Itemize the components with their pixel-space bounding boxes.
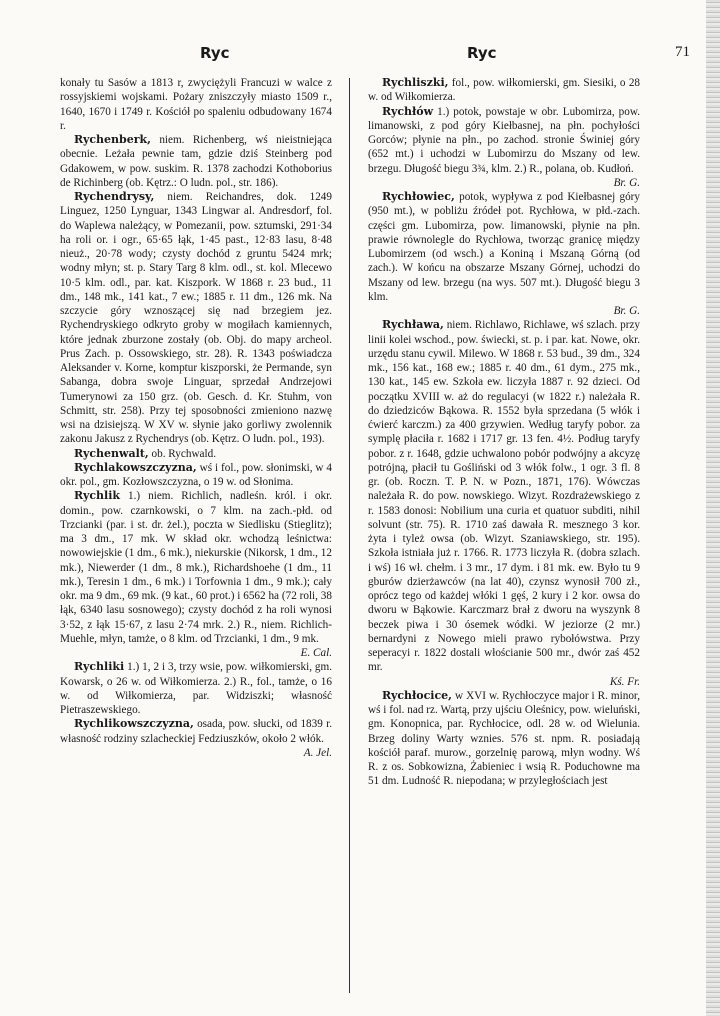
entry-text: 1.) niem. Richlich, nadleśn. król. i okr. domin., pow. czarnkowski, o 7 klm. na zach.-płd. od Trzcianki (par. i st. dr. żel.), poczta w Siedlisku (Stieglitz); ma 3 dm., 17 mk. W skład okr. wchodzą leśnictwa: nowowiejskie (1 dm., 6 mk.), niekurskie (Nikorsk, 1 dm., 12 mk.), Niewerder (1 dm., 8 mk.), Richardshoehe (1 dm., 11 mk.), Teresin 1 dm., 6 mk.) i Torfownia 1 dm., 9 mk.); cały okr. ma 9 dm., 69 mk. (9 kat., 60 prot.) i 6562 ha (72 roli, 38 łąk, 6340 lasu sosnowego); czysty dochód z ha roli wynosi 3·52, z łąk 15·67, z lasu 2·74 mrk. 2.) R., niem. Richlich-Muehle, młyn, tamże, o 8 klm. od Trzcianki, 1 dm., 9 mk. bbox=[60, 490, 332, 645]
entry-headword: Rychliszki, bbox=[382, 76, 449, 89]
entry-text: 1.) 1, 2 i 3, trzy wsie, pow. wiłkomierski, gm. Kowarsk, o 26 w. od Wiłkomierza. 2.) R., fol., tamże, o 16 w. od Wiłkomierza, par. Widziszki; własność Pietraszewskiego. bbox=[60, 661, 332, 716]
entry-author-signature: Br. G. bbox=[613, 305, 640, 317]
running-header bbox=[60, 44, 700, 68]
entry-text: niem. Richlawo, Richlawe, wś szlach. przy linii kolei wschod., pow. świecki, st. p. i par. kat. Nowe, okr. urzędu stanu cywil. Milewo. W 1868 r. 53 bud., 39 dm., 324 mk., 156 kat., 168 ew.; 1885 r. 40 dm., 61 dym., 275 mk., 130 kat., 145 ew. Szkoła ew. liczyła 1887 r. 92 dzieci. Od początku XVIII w. aż do regulacyi (w 1822 r.) należała R. do dziedziców Bąkowa. R. 1552 była sprzedana (5 włók i ćwierć karczm.) za 400 grzywien. Według taryfy pobor. za symplę płaciła r. 1682 i 1717 gr. 13 fen. 4½. Podług taryfy pobor. z r. 1648, gdzie uchwalono pobór podwójny a akcyzę potrójną, płacił tu Gośliński od 3 włók folw., 1 ogr. 3 fl. 8 gr. (ob. Roczn. T. P. N. w Pozn., 1871, 176). Wówczas należała R. do pow. nowskiego. Wizyt. Rozdrażewskiego z r. 1583 donosi: Nobilium una curia et quatuor subditi, nihil solvunt (str. 75). R. 1710 zaś dawała R. mesznego 3 kor. żyta i tyleż owsa (ob. Wizyt. Szaniawskiego, str. 195). Szkoła istniała już r. 1766. R. 1773 liczyła R. (dobra szlach. i wś) 16 wł. chełm. i 3 mr., 17 dym. i 81 mk. ew. Było tu 9 gburów dzierżawców (na lat 40), czynsz wynosił 700 zł., oprócz tego od każdej włóki 1 gęś, 2 kury i 2 kor. owsa do dworu w Bąkowie. Karczmarz brał z dworu na wyszynk 8 beczek piwa i 30 ósemek wódki. W jeziorze (2 mr.) bernardyni z Nowego mieli prawo rybołówstwa. Przy seperacyi r. 1822 dostali włościanie 500 mr., dwór zaś 452 mr. bbox=[368, 319, 640, 674]
dictionary-entry bbox=[60, 190, 332, 447]
dictionary-entry bbox=[60, 447, 332, 461]
dictionary-entry bbox=[60, 717, 332, 760]
dictionary-entry bbox=[60, 133, 332, 190]
entry-text: w XVI w. Rychłoczyce major i R. minor, wś i fol. nad rz. Wartą, przy ujściu Oleśnicy, pow. wieluński, gm. Konopnica, par. Rychłocice, odl. 28 w. od Wielunia. Brzeg doliny Warty wznies. 576 st. npm. R. posiadają kościół paraf. murow., gorzelnię parową, młyn wodny. Wś R. z os. Sobkowizna, Żabieniec i wsią R. Poduchowne ma 51 dm. Ludność R. niepodana; w przyległościach jest bbox=[368, 689, 640, 788]
entry-headword: Rychenwalt, bbox=[74, 446, 149, 460]
entry-headword: Rychłowiec, bbox=[382, 190, 455, 203]
entry-headword: Rychlikowszczyzna, bbox=[74, 717, 194, 731]
center-running-head: Ryc bbox=[467, 44, 497, 62]
entry-headword: Rychendrysy, bbox=[74, 190, 155, 203]
column-divider bbox=[349, 78, 350, 993]
scanned-page-edge bbox=[706, 0, 720, 1016]
entry-text: fol., pow. wiłkomierski, gm. Siesiki, o 28 w. od Wiłkomierza. bbox=[368, 77, 640, 104]
entry-headword: Rychłów bbox=[382, 104, 434, 118]
entry-headword: Rychenberk, bbox=[74, 133, 151, 146]
entry-author-signature: Br. G. bbox=[613, 176, 640, 189]
dictionary-entry bbox=[368, 190, 640, 318]
entry-text: potok, wypływa z pod Kiełbasnej góry (950 mt.), w pobliżu źródeł pot. Rychłowa, w płd.-zach. części gm. Lubomirza, pow. limanowski, płynie na płn. prawie równolegle do Rychłowa, tworząc granicę między Lubomirzem (od wsch.) a Koniną i Mszaną Górną (od zach.). W końcu na obszarze Mszany Górnej, uchodzi do Mszany od lew. brzegu (na wys. 507 mt.). Długość biegu 3 klm. bbox=[368, 191, 640, 303]
dictionary-entry bbox=[60, 461, 332, 490]
entry-text: niem. Richenberg, wś nieistniejąca obecnie. Leżała pewnie tam, gdzie dziś Steinberg pod Gdakowem, w pow. suskim. R. 1378 zachodzi Kothoborius de Richinberg (ob. Kętrz.: O ludn. pol., str. 186). bbox=[60, 134, 332, 189]
left-running-head: Ryc bbox=[200, 44, 230, 62]
entry-text: 1.) potok, powstaje w obr. Lubomirza, pow. limanowski, z pod góry Kiełbasnej, na płn. pochyłości Gorców; płynie na płn., po zachod. stronie Świniej góry (652 mt.) i uchodzi w Lubomirzu do Mszany od lew. brzegu. Długość biegu 3¾, klm. 2.) R., polana, ob. Kudłoń. bbox=[368, 105, 640, 175]
dictionary-entry bbox=[60, 660, 332, 717]
entry-text: ob. Rychwald. bbox=[151, 447, 217, 460]
dictionary-entry bbox=[60, 76, 332, 133]
entry-author-signature: Kś. Fr. bbox=[609, 675, 640, 688]
entry-author-signature: E. Cal. bbox=[300, 647, 332, 659]
left-column bbox=[60, 76, 332, 1006]
entry-headword: Rychliki bbox=[74, 660, 125, 674]
entry-text: konały tu Sasów a 1813 r, zwyciężyli Francuzi w walce z rossyjskiemi wojskami. Pożary zniszczyły miasto 1509 r., 1640, 1670 i 1749 r. Kościół po spaleniu odbudowany 1674 r. bbox=[60, 77, 332, 132]
dictionary-entry bbox=[368, 105, 640, 191]
entry-headword: Rychłocice, bbox=[382, 688, 453, 702]
entry-headword: Rychlakowszczyzna, bbox=[74, 460, 197, 474]
dictionary-entry bbox=[368, 76, 640, 105]
entry-author-signature: A. Jel. bbox=[303, 746, 332, 759]
entry-text: wś i fol., pow. słonimski, w 4 okr. pol., gm. Kozłowszczyzna, o 19 w. od Słonima. bbox=[60, 461, 332, 488]
entry-text: niem. Reichandres, dok. 1249 Linguez, 1250 Lynguar, 1343 Lingwar al. Andresdorf, fol. do Waplewa należący, w Pomezanii, pow. sztumski, 291·34 ha roli or. i ogr., 65·65 łąk, 1·45 past., 12·83 lasu, 8·48 nieuż., 20·78 wody; czysty dochód z gruntu 5424 mrk; wodny młyn; st. p. Stary Targ 8 klm. odl., st. kol. Mlecewo 10·5 klm. odl., par. kat. Kiszpork. W 1868 r. 23 bud., 11 dm., 148 mk., 141 kat., 7 ew.; 1885 r. 11 dm., 126 mk. Na szczycie góry wznoszącej się nad brzegiem jez. Rychendryskiego odkryto groby w mogiłach kamiennych, które jednak zburzone zostały (ob. Obj. do mapy archeol. Prus Zach. p. Ossowskiego, str. 28). R. 1343 poświadcza Aleksander v. Korne, komptur kiszporski, że Permande, syn Sabanga, dobra swoje Linguar, sprzedał Andrzejowi Tumerynowi za 150 grz. (ob. Gesch. d. Kr. Stuhm, von Schmitt, str. 258). Przy tej sposobności zmieniono nazwę wsi na dzisiejszą. W XV w. słynie jako gorliwy zwolennik zakonu Jakusz z Rychendrys (ob. Kętrz. O ludn. pol., 193). bbox=[60, 191, 332, 446]
dictionary-entry bbox=[368, 318, 640, 689]
right-column bbox=[368, 76, 640, 1006]
dictionary-entry bbox=[60, 489, 332, 660]
entry-text: osada, pow. słucki, od 1839 r. własność rodziny szlacheckiej Fedziuszków, około 2 włók. bbox=[60, 718, 332, 745]
page-number: 71 bbox=[675, 44, 690, 60]
dictionary-entry bbox=[368, 689, 640, 789]
entry-headword: Rychława, bbox=[382, 318, 444, 332]
entry-headword: Rychlik bbox=[74, 489, 121, 503]
